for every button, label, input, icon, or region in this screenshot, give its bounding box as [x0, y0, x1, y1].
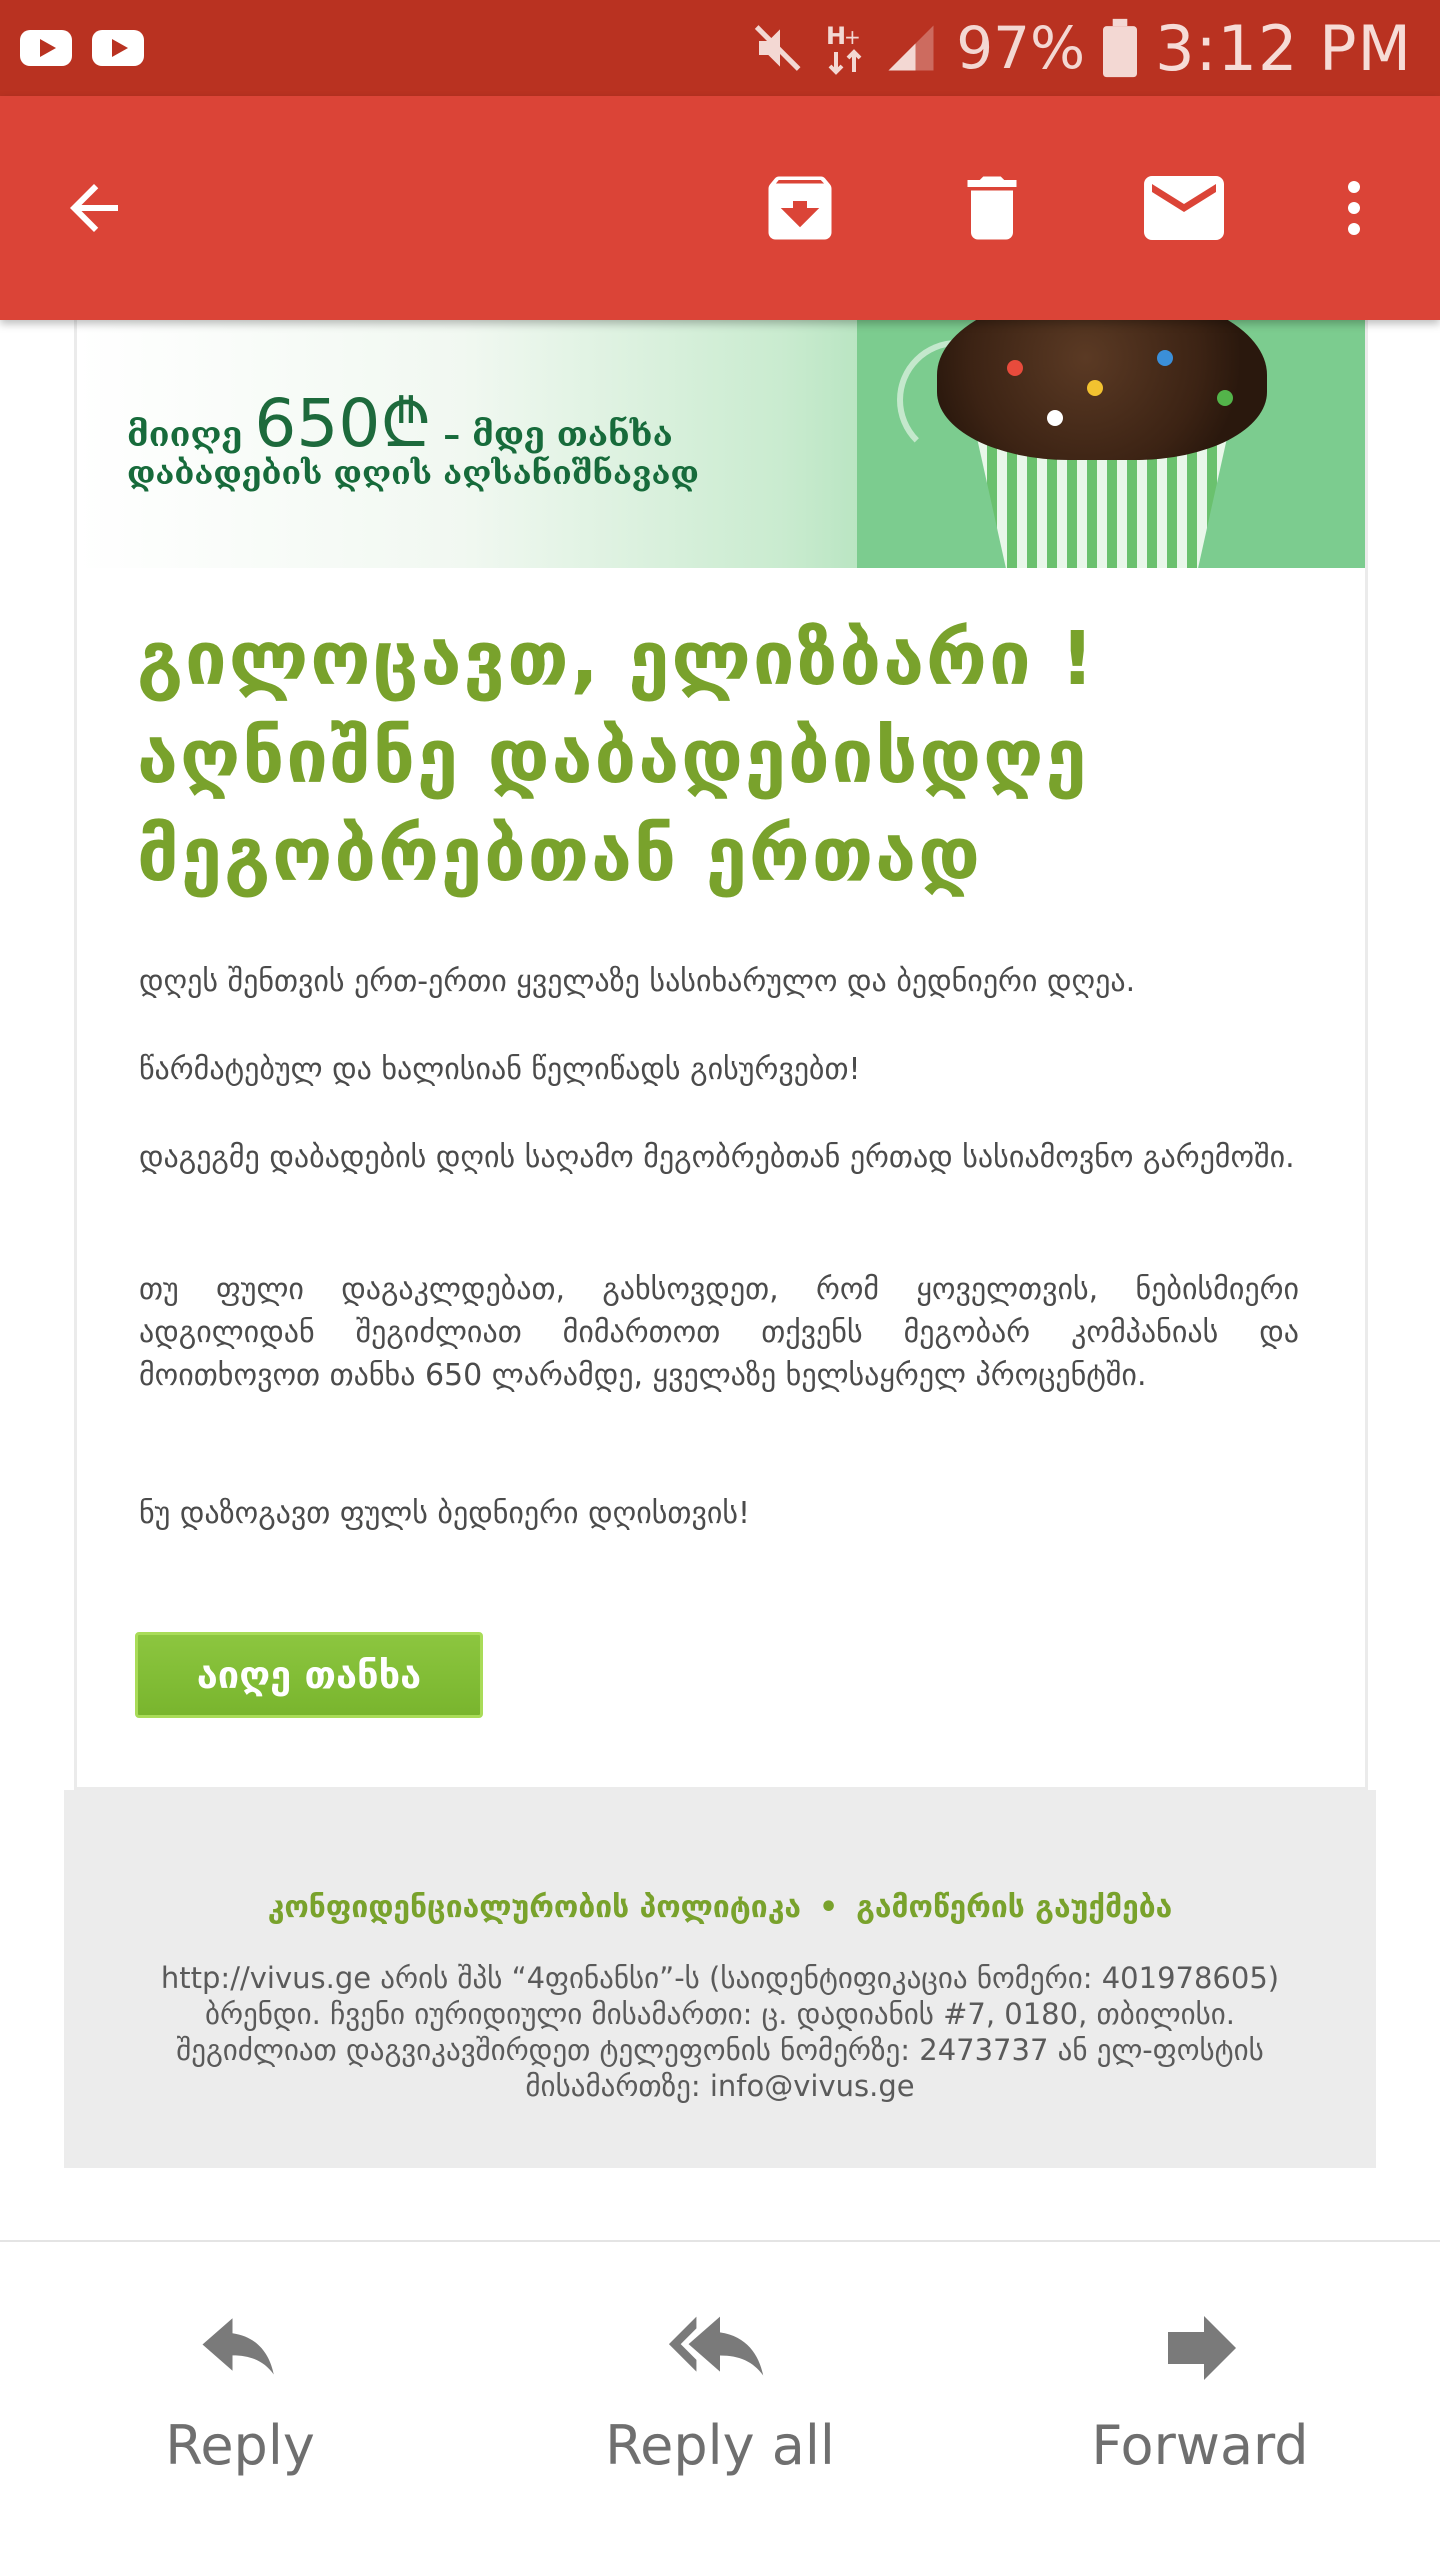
paragraph-2: წარმატებულ და ხალისიან წელიწადს გისურვებთ! — [139, 1052, 861, 1087]
reply-label: Reply — [165, 2414, 315, 2477]
clock: 3:12 PM — [1155, 11, 1412, 85]
more-vert-icon[interactable] — [1294, 96, 1414, 320]
paragraph-5: ნუ დაზოგავთ ფულს ბედნიერი დღისთვის! — [139, 1496, 751, 1531]
paragraph-1: დღეს შენთვის ერთ-ერთი ყველაზე სასიხარულო და ბედნიერი დღეა. — [139, 964, 1136, 999]
network-type-icon — [826, 20, 866, 76]
sprinkle-icon — [1047, 410, 1063, 426]
status-indicators — [752, 0, 1412, 96]
banner-headline — [127, 376, 673, 466]
mark-unread-mail-icon[interactable] — [1124, 96, 1244, 320]
get-loan-button[interactable]: აიღე თანხა — [135, 1632, 483, 1718]
promo-banner — [77, 320, 1365, 568]
sprinkle-icon — [1217, 390, 1233, 406]
email-card — [74, 320, 1368, 1790]
banner-suffix: – მდე თანხა — [443, 415, 673, 455]
reply-button[interactable] — [60, 2312, 420, 2512]
signal-icon — [884, 21, 938, 75]
forward-icon — [1160, 2312, 1240, 2392]
footer-separator: • — [819, 1890, 839, 1925]
svg-text:H: H — [826, 22, 847, 50]
youtube-notification-icon — [20, 30, 72, 66]
forward-button[interactable] — [1020, 2312, 1380, 2512]
mute-icon — [752, 20, 808, 76]
forward-label: Forward — [1091, 2414, 1309, 2477]
reply-all-icon — [665, 2312, 775, 2392]
reply-all-label: Reply all — [605, 2414, 835, 2477]
reply-all-button[interactable] — [540, 2312, 900, 2512]
battery-icon — [1103, 18, 1137, 78]
sprinkle-icon — [1087, 380, 1103, 396]
privacy-policy-link[interactable]: კონფიდენციალურობის პოლიტიკა — [267, 1890, 801, 1925]
svg-text:+: + — [844, 25, 862, 49]
email-headline: გილოცავთ, ელიზბარი ! აღნიშნე დაბადებისდღე მეგობრებთან ერთად — [137, 616, 1097, 898]
email-footer — [64, 1790, 1376, 2168]
email-toolbar — [0, 96, 1440, 320]
email-body — [0, 320, 1440, 2240]
status-bar — [0, 0, 1440, 96]
reply-icon — [195, 2312, 285, 2392]
banner-subline: დაბადების დღის აღსანიშნავად — [127, 454, 699, 492]
banner-prefix: მიიღე — [127, 415, 243, 455]
unsubscribe-link[interactable]: გამოწერის გაუქმება — [856, 1890, 1173, 1925]
archive-icon[interactable] — [740, 96, 860, 320]
paragraph-4: თუ ფული დაგაკლდებათ, გახსოვდეთ, რომ ყოველთვის, ნებისმიერი ადგილიდან შეგიძლიათ მიმართოთ თქვენს მეგობარ კომპანიას და მოითხოვოთ თანხა 650 ლარამდე, ყველაზე ხელსაყრელ პროცენტში. — [139, 1272, 1299, 1393]
footer-links — [64, 1890, 1376, 1925]
banner-amount: 650₾ — [254, 385, 432, 462]
paragraph-3: დაგეგმე დაბადების დღის საღამო მეგობრებთან ერთად სასიამოვნო გარემოში. — [139, 1140, 1295, 1175]
sprinkle-icon — [1007, 360, 1023, 376]
youtube-notification-icon — [92, 30, 144, 66]
footer-company-info: http://vivus.ge არის შპს “4ფინანსი”-ს (საიდენტიფიკაცია ნომერი: 401978605) ბრენდი. ჩვენი იურიდიული მისამართი: ც. დადიანის #7, 0180, თბილისი. შეგიძლიათ დაგვიკავშირდეთ ტელეფონის ნომერზე: 2473737 ან ელ-ფოსტის მისამართზე: info@vivus.ge — [160, 1961, 1280, 2103]
sprinkle-icon — [1157, 350, 1173, 366]
back-arrow-icon[interactable] — [34, 96, 154, 320]
reply-actions-bar — [0, 2240, 1440, 2560]
battery-percent: 97% — [956, 14, 1086, 82]
delete-icon[interactable] — [932, 96, 1052, 320]
